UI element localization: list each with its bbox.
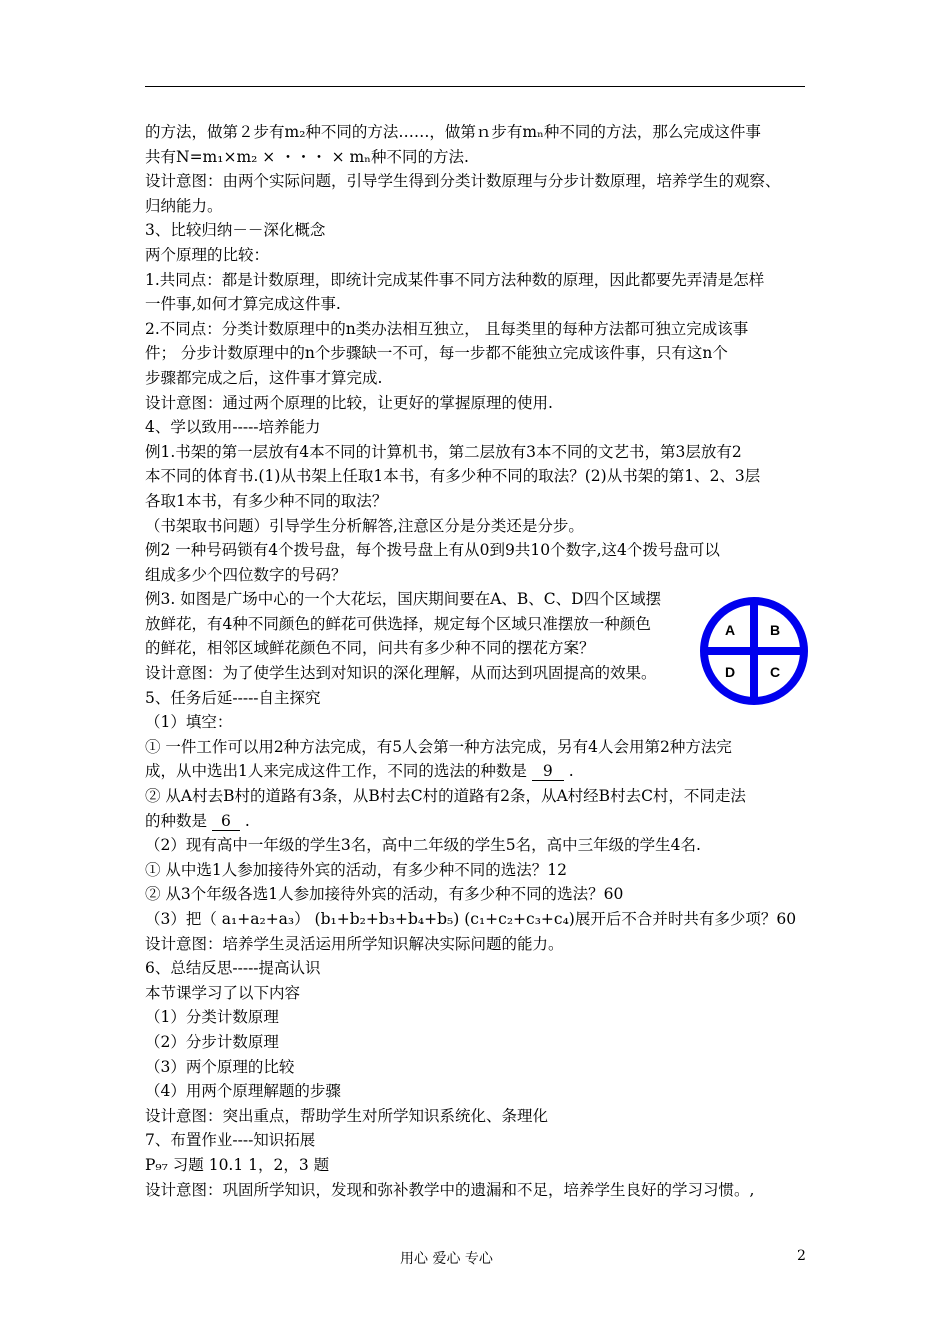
- text-line: 一件事,如何才算完成这件事.: [145, 295, 341, 314]
- text-line: 2.不同点：分类计数原理中的n类办法相互独立， 且每类里的每种方法都可独立完成该事: [145, 319, 749, 338]
- region-label-d: D: [724, 664, 736, 680]
- text-line: 两个原理的比较：: [145, 245, 270, 264]
- expansion-question: （3）把（ a₁+a₂+a₃） (b₁+b₂+b₃+b₄+b₅) (c₁+c₂+c₃+c₄)展开后不合并时共有多少项？60: [145, 910, 797, 928]
- text-line: 4、学以致用-----培养能力: [145, 418, 321, 437]
- text-line: 的鲜花，相邻区域鲜花颜色不同，问共有多少种不同的摆花方案？: [145, 639, 595, 658]
- text-line: 本节课学习了以下内容: [145, 983, 301, 1002]
- text-line: 5、任务后延-----自主探究: [145, 688, 321, 707]
- flower-bed-diagram: [699, 596, 809, 706]
- text-line: 例1.书架的第一层放有4本不同的计算机书，第二层放有3本不同的文艺书，第3层放有2: [145, 442, 742, 461]
- answer-blank-1: 9: [532, 762, 564, 781]
- text-line: 设计意图：通过两个原理的比较，让更好的掌握原理的使用.: [145, 393, 553, 412]
- text-line: 3、比较归纳－－深化概念: [145, 221, 326, 240]
- text-line: ② 从3个年级各选1人参加接待外宾的活动，有多少种不同的选法？60: [145, 885, 624, 904]
- text-line: 各取1本书，有多少种不同的取法？: [145, 491, 388, 510]
- text-line: （2）分步计数原理: [145, 1032, 279, 1051]
- text-line: （1）分类计数原理: [145, 1008, 279, 1027]
- text-line: （3）两个原理的比较: [145, 1057, 295, 1076]
- text-line: 1.共同点：都是计数原理，即统计完成某件事不同方法种数的原理，因此都要先弄清是怎样: [145, 270, 765, 289]
- text-line: P₉₇ 习题 10.1 1，2，3 题: [145, 1155, 330, 1174]
- text-line: 组成多少个四位数字的号码？: [145, 565, 347, 584]
- text-line: 7、布置作业----知识拓展: [145, 1131, 316, 1150]
- page-number: 2: [797, 1248, 806, 1264]
- header-rule: [145, 86, 805, 87]
- region-label-c: C: [769, 664, 781, 680]
- text-line: 本不同的体育书.(1)从书架上任取1本书，有多少种不同的取法？(2)从书架的第1、2、3层: [145, 467, 761, 486]
- text-line: （4）用两个原理解题的步骤: [145, 1082, 341, 1101]
- text-line: 设计意图：突出重点，帮助学生对所学知识系统化、条理化: [145, 1106, 549, 1125]
- text-line: 放鲜花，有4种不同颜色的鲜花可供选择，规定每个区域只准摆放一种颜色: [145, 614, 651, 633]
- text-line: 例3. 如图是广场中心的一个大花坛，国庆期间要在A、B、C、D四个区域摆: [145, 590, 662, 609]
- fill-in-line-2: 的种数是 6 .: [145, 811, 250, 830]
- text-line: 设计意图：培养学生灵活运用所学知识解决实际问题的能力。: [145, 934, 564, 953]
- text-line: 归纳能力。: [145, 196, 223, 215]
- answer-blank-2: 6: [212, 812, 240, 831]
- text-line: ① 从中选1人参加接待外宾的活动，有多少种不同的选法？12: [145, 860, 568, 879]
- polynomial-expression: a₁+a₂+a₃） (b₁+b₂+b₃+b₄+b₅) (c₁+c₂+c₃+c₄): [221, 910, 575, 928]
- text-line: 共有N=m₁×m₂ × ・・・ × mₙ种不同的方法.: [145, 147, 469, 166]
- text-line: 6、总结反思-----提高认识: [145, 959, 321, 978]
- text-line: 例2 一种号码锁有4个拨号盘，每个拨号盘上有从0到9共10个数字,这4个拨号盘可以: [145, 541, 720, 560]
- region-label-a: A: [724, 622, 736, 638]
- text-line: ② 从A村去B村的道路有3条，从B村去C村的道路有2条，从A村经B村去C村，不同走法: [145, 787, 746, 806]
- text-line: （书架取书问题）引导学生分析解答,注意区分是分类还是分步。: [145, 516, 584, 535]
- fill-in-line-1: 成，从中选出1人来完成这件工作，不同的选法的种数是 9 .: [145, 762, 574, 781]
- footer-motto: 用心 爱心 专心: [400, 1251, 493, 1267]
- text-line: 设计意图：为了使学生达到对知识的深化理解，从而达到巩固提高的效果。: [145, 664, 657, 683]
- text-line: ① 一件工作可以用2种方法完成，有5人会第一种方法完成，另有4人会用第2种方法完: [145, 737, 732, 756]
- region-label-b: B: [769, 622, 781, 638]
- text-line: 件； 分步计数原理中的n个步骤缺一不可，每一步都不能独立完成该件事，只有这n个: [145, 344, 728, 363]
- text-line: （2）现有高中一年级的学生3名，高中二年级的学生5名，高中三年级的学生4名.: [145, 836, 701, 855]
- text-line: （1）填空：: [145, 713, 233, 732]
- text-line: 的方法，做第２步有m₂种不同的方法‥‥‥，做第ｎ步有mₙ种不同的方法，那么完成这件事: [145, 123, 761, 141]
- text-line: 步骤都完成之后，这件事才算完成.: [145, 368, 383, 387]
- text-line: 设计意图：巩固所学知识，发现和弥补教学中的遗漏和不足，培养学生良好的学习习惯。,: [145, 1180, 755, 1199]
- text-line: 设计意图：由两个实际问题，引导学生得到分类计数原理与分步计数原理，培养学生的观察、: [145, 172, 781, 191]
